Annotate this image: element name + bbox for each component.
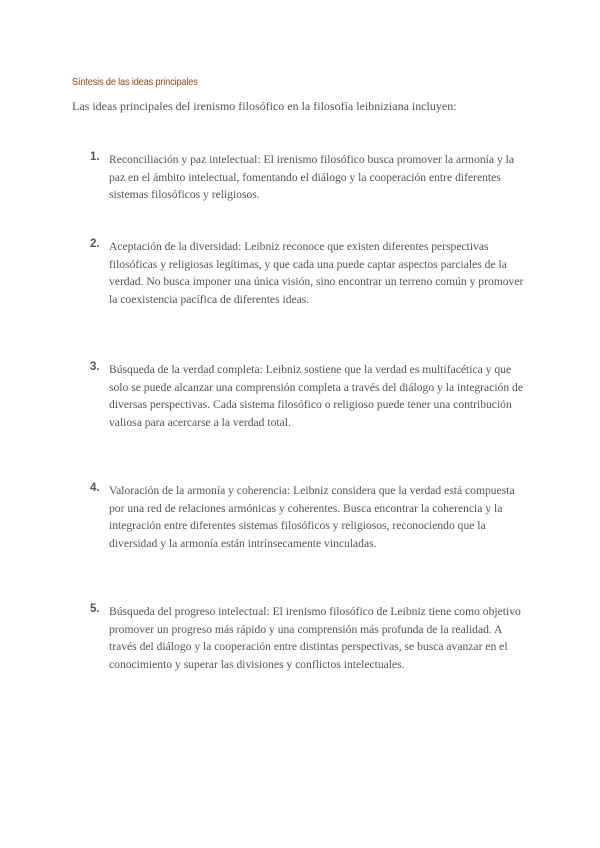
list-item-number: 5.	[90, 603, 100, 615]
list-item-text: Búsqueda de la verdad completa: Leibniz sostiene que la verdad es multifacética y que solo se puede alcanzar una comprensión completa a través del diálogo y la integración de diversas perspectivas. Cada sistema filosófico o religioso puede tener una contribución valiosa para acercarse a la verdad total.	[109, 363, 523, 429]
list-item-text: Aceptación de la diversidad: Leibniz reconoce que existen diferentes perspectivas filosóficas y religiosas legítimas, y que cada una puede captar aspectos parciales de la verdad. No busca imponer una única visión, sino encontrar un terreno común y promover la coexistencia pacífica de diferentes ideas.	[109, 240, 524, 306]
section-heading: Síntesis de las ideas principales	[72, 76, 198, 88]
list-item-text: Reconciliación y paz intelectual: El irenismo filosófico busca promover la armonía y la paz en el ámbito intelectual, fomentando el diálogo y la cooperación entre diferentes sistemas filosóficos y religiosos.	[109, 153, 515, 202]
list-item-text: Valoración de la armonía y coherencia: Leibniz considera que la verdad está compuesta por una red de relaciones armónicas y coherentes. Busca encontrar la coherencia y la integración entre diferentes sistemas filosóficos y religiosos, reconociendo que la diversidad y la armonía están intrínsecamente vinculadas.	[109, 484, 515, 550]
list-item-number: 1.	[90, 151, 100, 163]
intro-paragraph: Las ideas principales del irenismo filosófico en la filosofía leibniziana incluyen:	[72, 99, 457, 113]
list-item-number: 2.	[90, 238, 100, 250]
list-item-number: 3.	[90, 361, 100, 373]
list-item-text: Búsqueda del progreso intelectual: El irenismo filosófico de Leibniz tiene como objetivo promover un progreso más rápido y una comprensión más profunda de la realidad. A través del diálogo y la cooperación entre distintas perspectivas, se busca avanzar en el conocimiento y superar las divisiones y conflictos intelectuales.	[109, 605, 521, 671]
list-item-number: 4.	[90, 482, 100, 494]
